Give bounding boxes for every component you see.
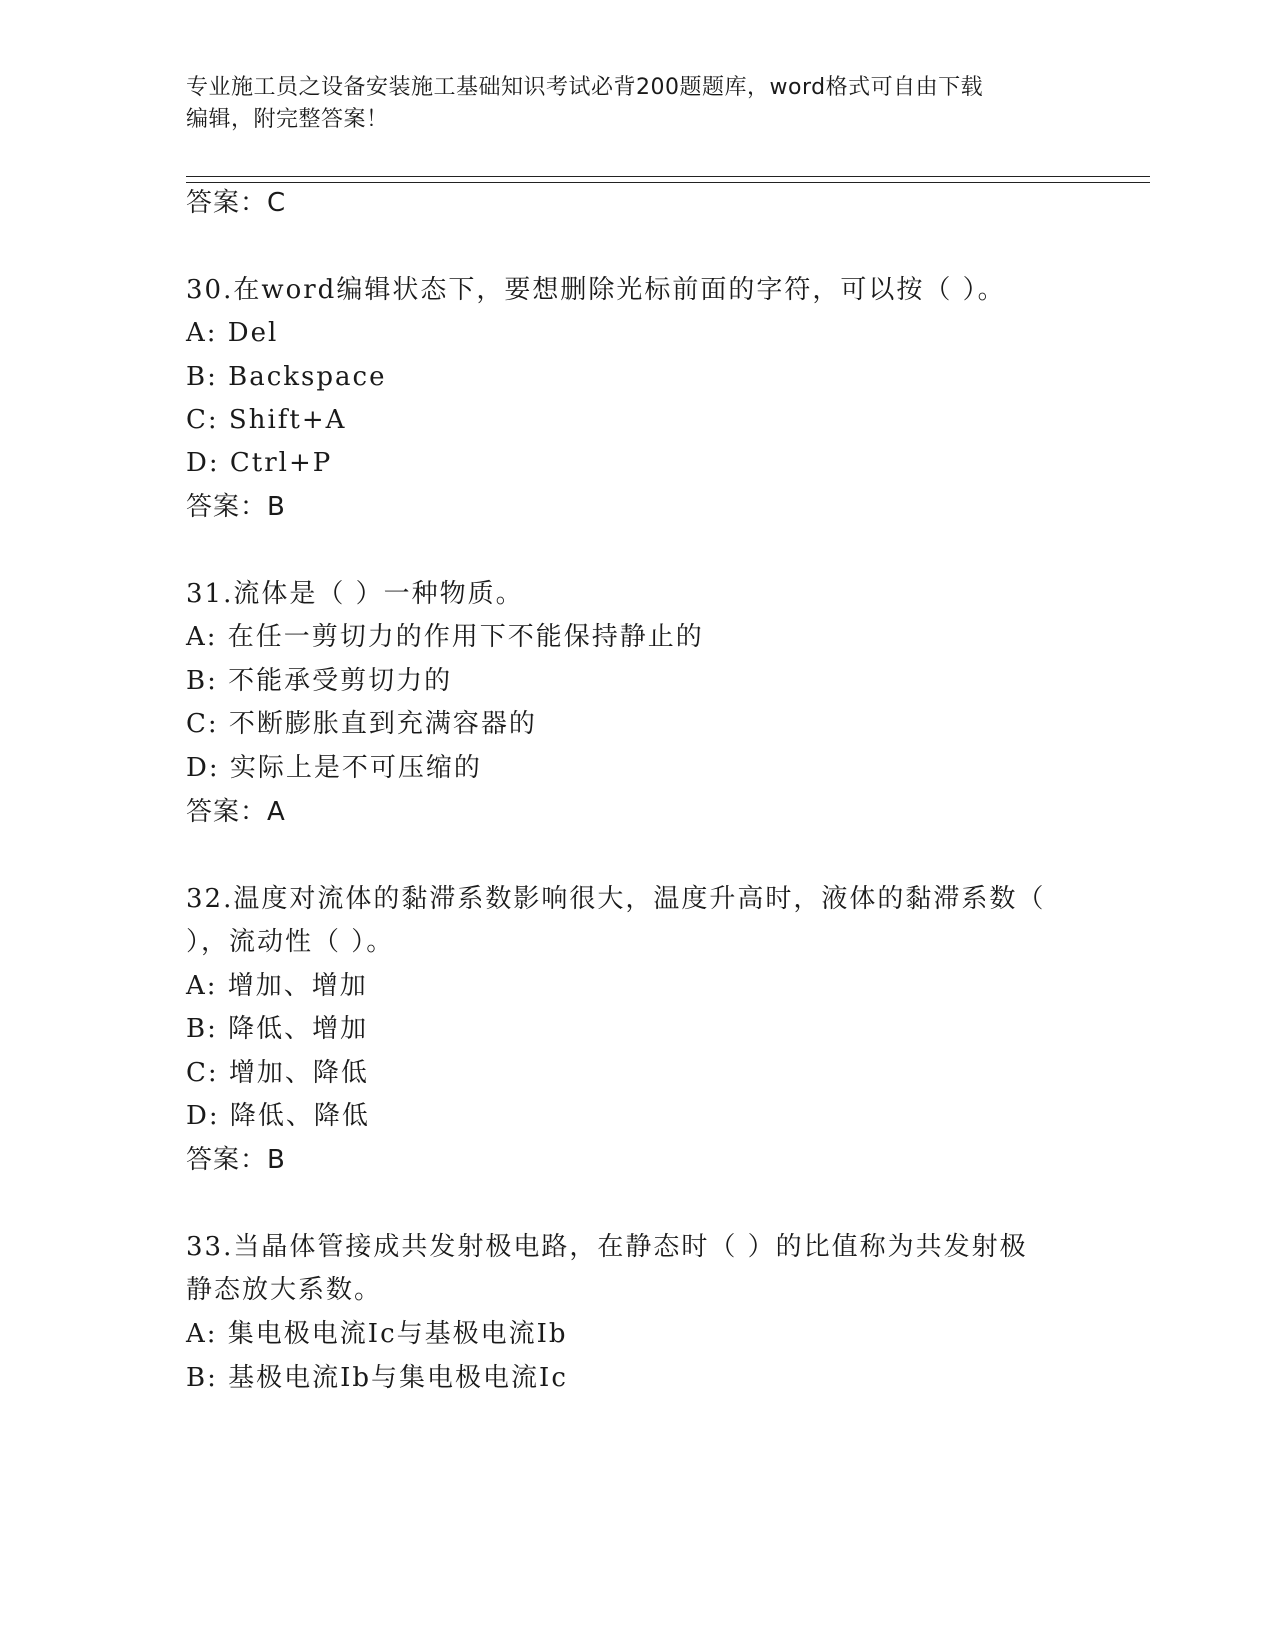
answer-30: 答案：B bbox=[186, 492, 286, 522]
question-30-option-b: B: Backspace bbox=[186, 362, 387, 392]
document-header bbox=[186, 72, 1086, 136]
question-30-option-c: C: Shift+A bbox=[186, 405, 347, 435]
question-32-text-line-1: 32.温度对流体的黏滞系数影响很大，温度升高时，液体的黏滞系数（ bbox=[186, 884, 1046, 914]
question-31-text: 31.流体是（ ）一种物质。 bbox=[186, 579, 524, 609]
question-32-option-d: D: 降低、降低 bbox=[186, 1101, 370, 1131]
question-32-text-line-2: ），流动性（ ）。 bbox=[186, 927, 395, 957]
question-31-option-a: A: 在任一剪切力的作用下不能保持静止的 bbox=[186, 622, 704, 652]
question-30-option-a: A: Del bbox=[186, 318, 279, 348]
header-line-2: 编辑，附完整答案！ bbox=[186, 107, 389, 132]
question-31-option-c: C: 不断膨胀直到充满容器的 bbox=[186, 709, 537, 739]
question-32-option-c: C: 增加、降低 bbox=[186, 1058, 369, 1088]
header-divider-top bbox=[186, 176, 1150, 177]
question-33-option-b: B: 基极电流Ib与集电极电流Ic bbox=[186, 1363, 568, 1393]
answer-31: 答案：A bbox=[186, 797, 286, 827]
answer-29: 答案：C bbox=[186, 188, 287, 218]
question-33-text-line-1: 33.当晶体管接成共发射极电路，在静态时（ ）的比值称为共发射极 bbox=[186, 1232, 1028, 1262]
question-31-option-d: D: 实际上是不可压缩的 bbox=[186, 753, 482, 783]
header-line-1: 专业施工员之设备安装施工基础知识考试必背200题题库，word格式可自由下载 bbox=[186, 75, 984, 100]
question-33-text-line-2: 静态放大系数。 bbox=[186, 1275, 383, 1305]
answer-32: 答案：B bbox=[186, 1145, 286, 1175]
question-30-option-d: D: Ctrl+P bbox=[186, 448, 333, 478]
header-divider-bottom bbox=[186, 182, 1150, 183]
question-32-option-a: A: 增加、增加 bbox=[186, 971, 368, 1001]
question-30-text: 30.在word编辑状态下，要想删除光标前面的字符，可以按（ ）。 bbox=[186, 275, 1006, 305]
question-33-option-a: A: 集电极电流Ic与基极电流Ib bbox=[186, 1319, 568, 1349]
question-32-option-b: B: 降低、增加 bbox=[186, 1014, 369, 1044]
question-31-option-b: B: 不能承受剪切力的 bbox=[186, 666, 453, 696]
